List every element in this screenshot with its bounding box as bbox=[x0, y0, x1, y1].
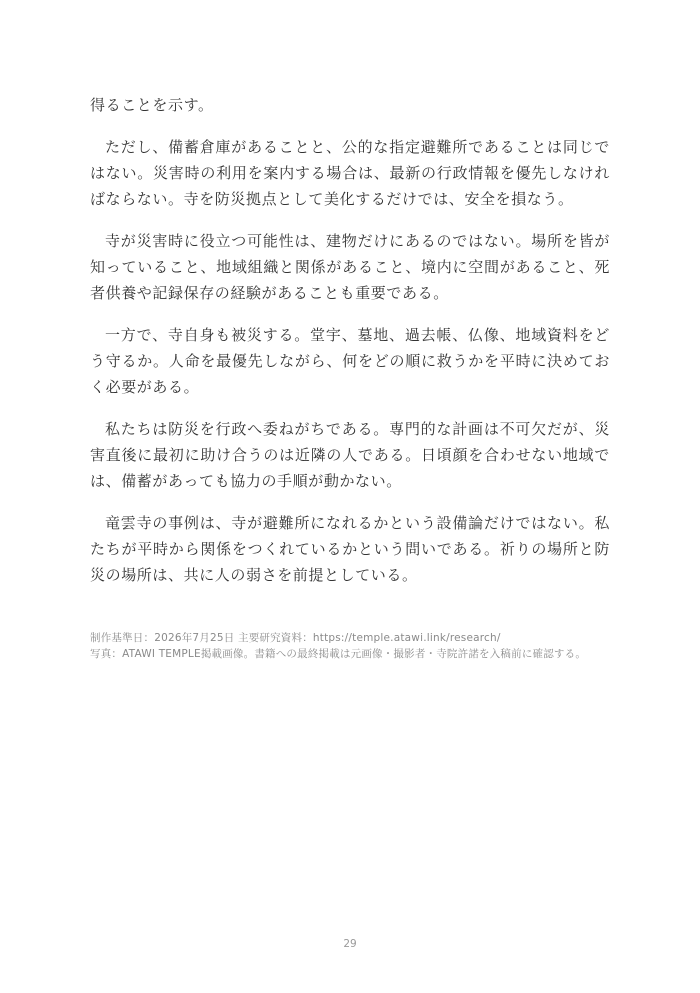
paragraph: 一方で、寺自身も被災する。堂宇、墓地、過去帳、仏像、地域資料をどう守るか。人命を最優先しながら、何をどの順に救うかを平時に決めておく必要がある。 bbox=[90, 326, 610, 396]
note-photo-credit: 写真：ATAWI TEMPLE掲載画像。書籍への最終掲載は元画像・撮影者・寺院許諾を入稿前に確認する。 bbox=[90, 648, 587, 660]
paragraph: 寺が災害時に役立つ可能性は、建物だけにあるのではない。場所を皆が知っていること、地域組織と関係があること、境内に空間があること、死者供養や記録保存の経験があることも重要である。 bbox=[90, 232, 610, 302]
paragraph: ただし、備蓄倉庫があることと、公的な指定避難所であることは同じではない。災害時の利用を案内する場合は、最新の行政情報を優先しなければならない。寺を防災拠点として美化するだけでは、安全を損なう。 bbox=[90, 138, 610, 208]
source-notes bbox=[90, 630, 610, 662]
paragraph: 竜雲寺の事例は、寺が避難所になれるかという設備論だけではない。私たちが平時から関係をつくれているかという問いである。祈りの場所と防災の場所は、共に人の弱さを前提としている。 bbox=[90, 514, 610, 584]
paragraph-continuation: 得ることを示す。 bbox=[90, 96, 214, 114]
page-number: 29 bbox=[343, 938, 357, 950]
note-reference: 制作基準日：2026年7月25日 主要研究資料：https://temple.atawi.link/research/ bbox=[90, 632, 501, 644]
body-text bbox=[90, 92, 610, 604]
paragraph: 私たちは防災を行政へ委ねがちである。専門的な計画は不可欠だが、災害直後に最初に助け合うのは近隣の人である。日頃顔を合わせない地域では、備蓄があっても協力の手順が動かない。 bbox=[90, 420, 610, 490]
